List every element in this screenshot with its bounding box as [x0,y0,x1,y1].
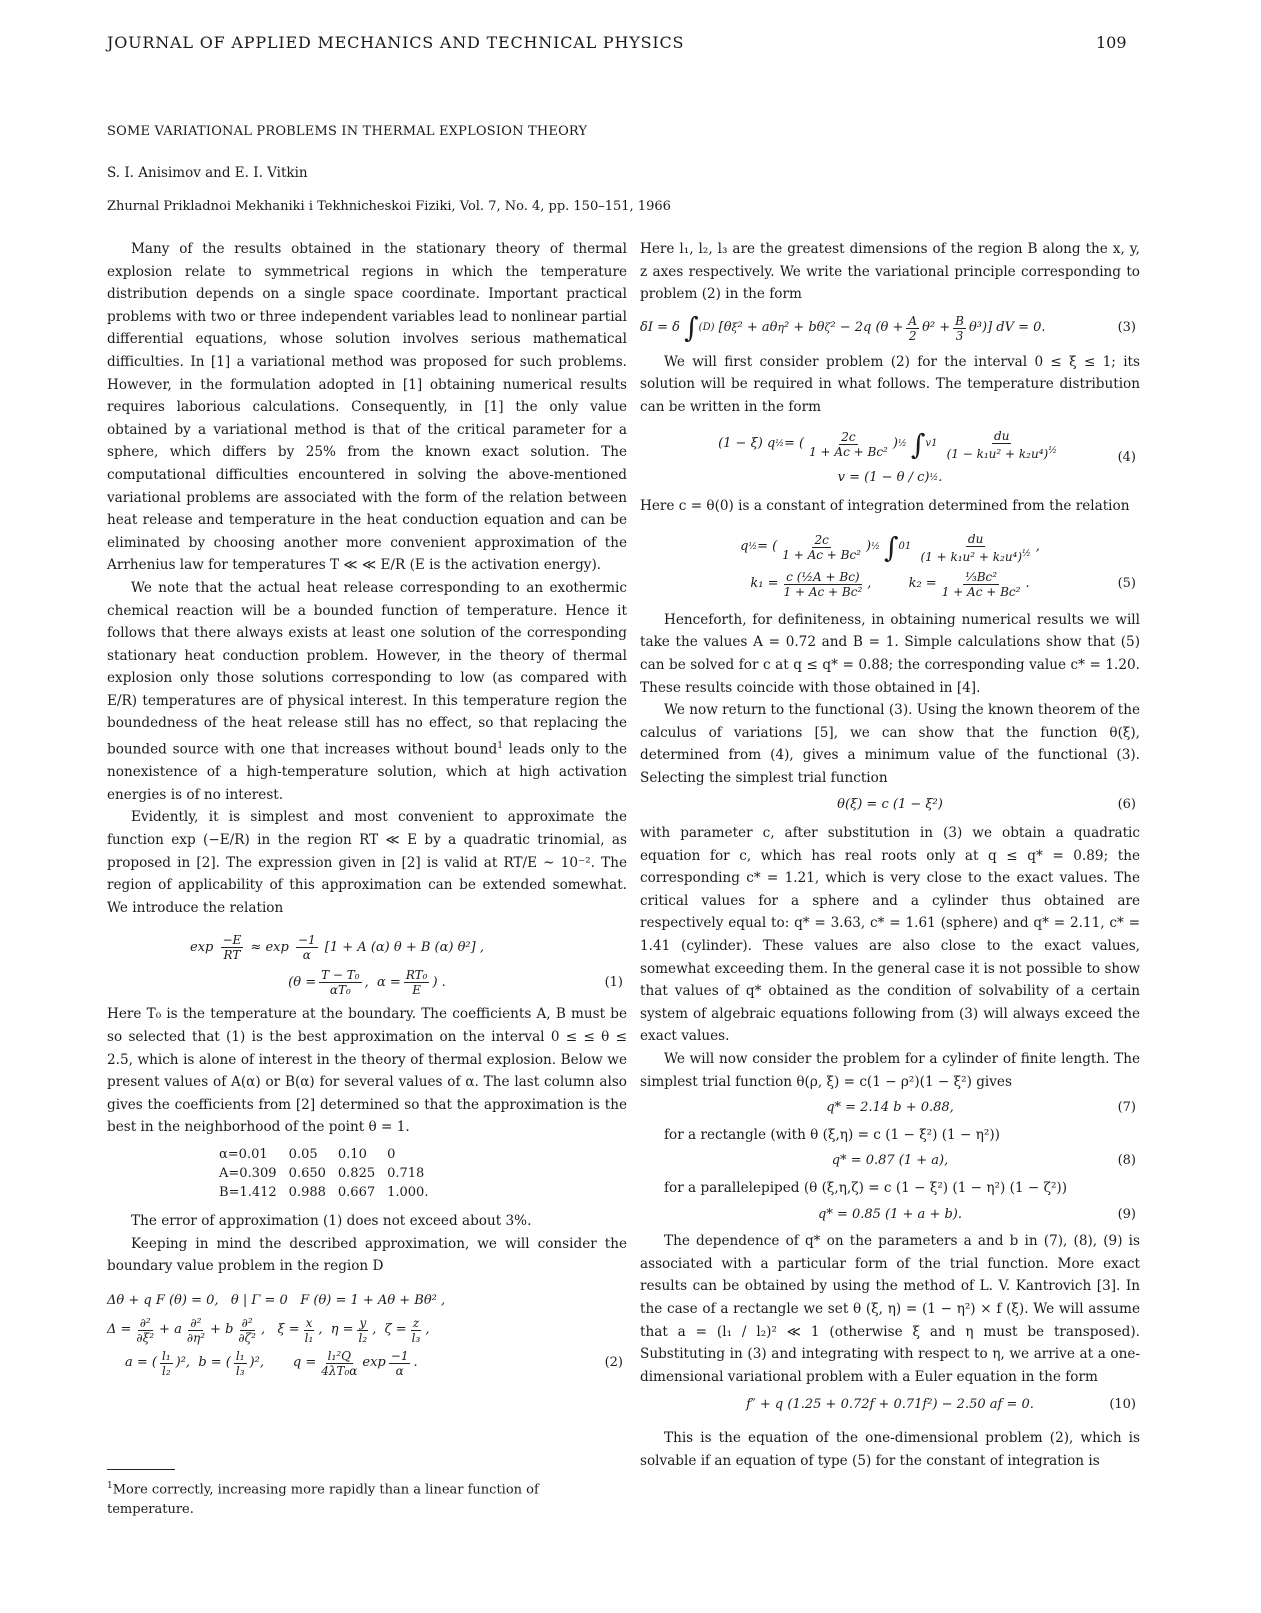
equation-4: (1 − ξ) q ½ = ( $\frac{2c}{\text{1 + Ac + Bc²}}$ ) ½ ∫ v 1 $\frac{du}{(1 - k_1u^2 + k_2u^4)^{\frac{1}{2}}}$ v = (1 − θ / c) ½ . (4) [718,427,1136,485]
table-row: B=1.412 0.988 0.667 1.000. [219,1184,429,1200]
paragraph: We note that the actual heat release corresponding to an exothermic chemical reaction will be a bounded function of temperature. Hence it follows that there always exists at least one solution of the corresponding stationary heat conduction problem. However, in the theory of thermal explosion only those solutions corresponding to low (as compared with E/R) temperatures are of physical interest. In this temperature region the boundedness of the heat release still has no effect, so that replacing the bounded source with one that increases without bound$^1$ leads only to the nonexistence of a high-temperature solution, which at high activation energies is of no interest. [107,579,627,803]
equation-number: (10) [1109,1397,1136,1413]
table-row: α=0.01 0.05 0.10 0 [219,1146,396,1162]
equation-number: (9) [1117,1206,1136,1222]
coefficient-table [219,1145,440,1202]
equation-number: (5) [1117,575,1136,591]
page-number: 109 [1096,33,1127,52]
citation: Zhurnal Prikladnoi Mekhaniki i Tekhnicheskoi Fiziki, Vol. 7, No. 4, pp. 150–151, 1966 [107,199,671,214]
equation-1: exp $\frac{-E}{RT}$ ≈ exp $\frac{-1}{\alpha}$ [1 + A (α) θ + B (α) θ²] , (θ = $\frac{\text{T − T₀}}{\text{αT₀}}$ , α = $\frac{\text{RT₀}}{E}$ ) . (1) [190,933,623,998]
equation-3: δI = δ ∫ (D) [θ ξ ² + aθ η ² + bθ ζ ² − 2q (θ + $\frac{A}{2}$ θ² + $\frac{B}{3}$ θ³)] dV = 0. (3) [640,311,1136,345]
equation-8: q* = 0.87 (1 + a), (8) [640,1150,1140,1173]
equation-number: (2) [604,1355,623,1371]
paragraph: Evidently, it is simplest and most convenient to approximate the function exp (−E/R) in the region RT ≪ E by a quadratic trinomial, as proposed in [2]. The expression given in [2] is valid at RT/E ~ 10⁻². The region of applicability of this approximation can be extended somewhat. We introduce the relation [107,809,627,916]
running-header: JOURNAL OF APPLIED MECHANICS AND TECHNICAL PHYSICS [107,33,685,52]
paragraph: Here T₀ is the temperature at the boundary. The coefficients A, B must be so selected that (1) is the best approximation on the interval 0 ≤ ≤ θ ≤ 2.5, which is alone of interest in the theory of thermal explosion. Below we present values of A(α) or B(α) for several values of α. The last column also gives the coefficients from [2] determined so that the approximation is the best in the neighborhood of the point θ = 1. [107,1006,627,1136]
paragraph: Here c = θ(0) is a constant of integration determined from the relation [640,498,1130,515]
equation-number: (6) [1117,796,1136,812]
paragraph: Keeping in mind the described approximation, we will consider the boundary value problem in the region D [107,1235,627,1275]
paragraph: for a parallelepiped (θ (ξ,η,ζ) = c (1 − ξ²) (1 − η²) (1 − ζ²)) [664,1180,1068,1196]
equation-number: (8) [1117,1153,1136,1169]
paragraph: This is the equation of the one-dimensional problem (2), which is solvable if an equation of type (5) for the constant of integration is [640,1429,1140,1469]
left-column [107,238,627,1378]
paragraph: We will first consider problem (2) for the interval 0 ≤ ξ ≤ 1; its solution will be required in what follows. The temperature distribution can be written in the form [640,353,1140,415]
equation-9: q* = 0.85 (1 + a + b). (9) [640,1204,1140,1227]
footnote-rule [107,1469,175,1470]
paragraph: The error of approximation (1) does not exceed about 3%. [131,1212,532,1229]
equation-7: q* = 2.14 b + 0.88, (7) [640,1097,1140,1120]
right-column [640,238,1140,1472]
authors: S. I. Anisimov and E. I. Vitkin [107,165,308,181]
equation-10: f″ + q (1.25 + 0.72f + 0.71f²) − 2.50 af = 0. (10) [640,1394,1140,1417]
equation-6: θ(ξ) = c (1 − ξ²) (6) [640,794,1140,817]
paragraph: Many of the results obtained in the stationary theory of thermal explosion relate to symmetrical regions in which the temperature distribution depends on a single space coordinate. Important practical problems with two or three independent variables lead to nonlinear partial differential equations, whose solution involves serious mathematical difficulties. In [1] a variational method was proposed for such problems. However, in the formulation adopted in [1] obtaining numerical results requires laborious calculations. Consequently, in [1] the only value obtained by a variational method is that of the critical parameter for a sphere, which differs by 25% from the known exact solution. The computational difficulties encountered in solving the above-mentioned variational problems are associated with the form of the relation between heat release and temperature in the heat conduction equation and can be eliminated by choosing another more convenient approximation of the Arrhenius law for temperatures T ≪ ≪ E/R (E is the activation energy). [107,241,627,574]
paragraph: Here l₁, l₂, l₃ are the greatest dimensions of the region B along the x, y, z axes respectively. We write the variational principle corresponding to problem (2) in the form [640,241,1140,303]
equation-number: (4) [1117,449,1136,465]
equation-number: (3) [1117,319,1136,335]
paragraph: We will now consider the problem for a cylinder of finite length. The simplest trial function θ(ρ, ξ) = c(1 − ρ²)(1 − ξ²) gives [640,1051,1140,1090]
equation-number: (1) [604,974,623,990]
paragraph: The dependence of q* on the parameters a and b in (7), (8), (9) is associated with a particular form of the trial function. More exact results can be obtained by using the method of L. V. Kantrovich [3]. In the case of a rectangle we set θ (ξ, η) = (1 − η²) × f (ξ). We will assume that a = (l₁ / l₂)² ≪ 1 (otherwise ξ and η must be transposed). Substituting in (3) and integrating with respect to η, we arrive at a one-dimensional variational problem with a Euler equation in the form [640,1233,1140,1385]
paragraph: with parameter c, after substitution in (3) we obtain a quadratic equation for c, which has real roots only at q ≤ q* = 0.89; the corresponding c* = 1.21, which is very close to the exact values. The critical values for a sphere and a cylinder thus obtained are respectively equal to: q* = 3.63, c* = 1.61 (sphere) and q* = 2.11, c* = 1.41 (cylinder). These values are also close to the exact values, somewhat exceeding them. In the general case it is not possible to show that values of q* obtained as the condition of solvability of a certain system of algebraic equations following from (3) will always exceed the exact values. [640,825,1140,1045]
footnote: $^1$More correctly, increasing more rapidly than a linear function of temperature. [107,1481,539,1518]
paragraph: Henceforth, for definiteness, in obtaining numerical results we will take the values A = 0.72 and B = 1. Simple calculations show that (5) can be solved for c at q ≤ q* = 0.88; the corresponding value c* = 1.20. These results coincide with those obtained in [4]. [640,611,1140,696]
paragraph: for a rectangle (with θ (ξ,η) = c (1 − ξ²) (1 − η²)) [664,1126,1000,1143]
equation-number: (7) [1117,1100,1136,1116]
article-title: SOME VARIATIONAL PROBLEMS IN THERMAL EXPLOSION THEORY [107,124,588,139]
table-row: A=0.309 0.650 0.825 0.718 [219,1165,425,1181]
equation-2: Δθ + q F (θ) = 0, θ | Γ = 0 F (θ) = 1 + Aθ + Bθ² , Δ = $\frac{\text{∂²}}{\text{∂ξ²}}$ + a $\frac{\text{∂²}}{\text{∂η²}}$ + b $\frac{\text{∂²}}{\text{∂ζ²}}$ , ξ = $\frac{x}{\text{l₁}}$ , η = $\frac{y}{\text{l₂}}$ , ζ = $\frac{z}{\text{l₃}}$ , a = ( $\frac{\text{l₁}}{\text{l₂}}$ )², b = ( $\frac{\text{l₁}}{\text{l₃}}$ )², q = $\frac{\text{l₁²Q}}{\text{4λT₀α}}$ exp $\frac{-1}{\alpha}$ . (2) [107,1292,623,1379]
footnote-mark: 1 [497,741,503,752]
paragraph: We now return to the functional (3). Using the known theorem of the calculus of variations [5], we can show that the function θ(ξ), determined from (4), gives a minimum value of the functional (3). Selecting the simplest trial function [640,702,1140,786]
equation-5: q ½ = ( $\frac{2c}{\text{1 + Ac + Bc²}}$ ) ½ ∫ 0 1 $\frac{du}{(1 + k_1u^2 + k_2u^4)^{\frac{1}{2}}}$ , k₁ = $\frac{\text{c (½A + Bc)}}{\text{1 + Ac + Bc²}}$ , k₂ = $\frac{\text{⅓Bc²}}{\text{1 + Ac + Bc²}}$ . (5) [740,530,1136,599]
